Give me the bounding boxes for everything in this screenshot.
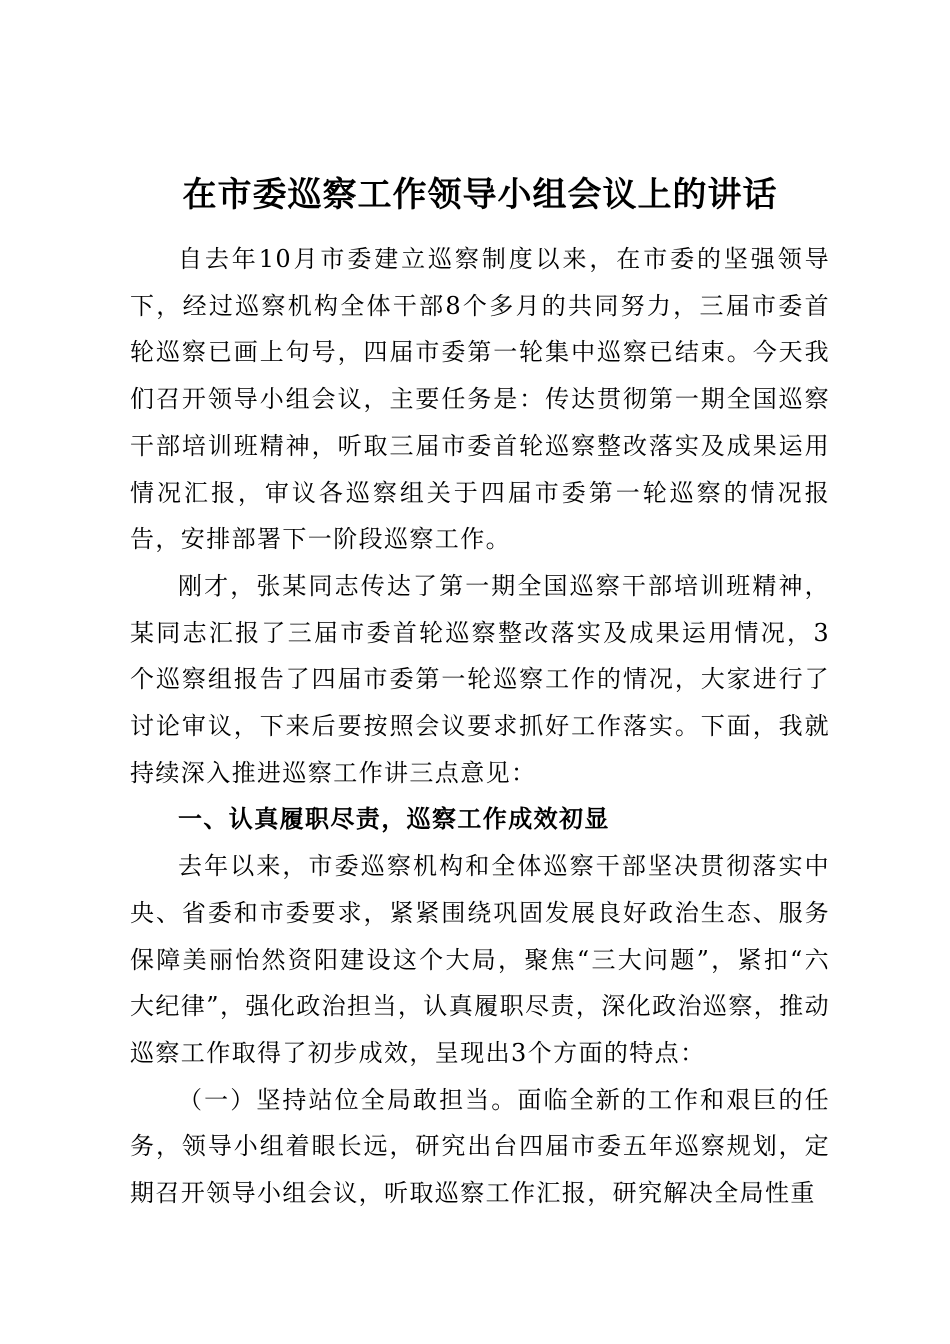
section-paragraph: 去年以来，市委巡察机构和全体巡察干部坚决贯彻落实中央、省委和市委要求，紧紧围绕巩固发展良好政治生态、服务保障美丽怡然资阳建设这个大局，聚焦“三大问题”，紧扣“六大纪律”，强化政治担当，认真履职尽责，深化政治巡察，推动巡察工作取得了初步成效，呈现出3个方面的特点： [130,852,830,1067]
section-heading: 一、认真履职尽责，巡察工作成效初显 [178,805,610,834]
subsection-paragraph [130,1077,830,1217]
subsection-heading: （一）坚持站位全局敢担当。 [178,1085,518,1114]
document-title: 在市委巡察工作领导小组会议上的讲话 [182,175,778,215]
summary-paragraph: 刚才，张某同志传达了第一期全国巡察干部培训班精神，某同志汇报了三届市委首轮巡察整改落实及成果运用情况，3个巡察组报告了四届市委第一轮巡察工作的情况，大家进行了讨论审议，下来后要按照会议要求抓好工作落实。下面，我就持续深入推进巡察工作讲三点意见： [130,571,830,787]
intro-paragraph: 自去年10月市委建立巡察制度以来，在市委的坚强领导下，经过巡察机构全体干部8个多月的共同努力，三届市委首轮巡察已画上句号，四届市委第一轮集中巡察已结束。今天我们召开领导小组会议，主要任务是：传达贯彻第一期全国巡察干部培训班精神，听取三届市委首轮巡察整改落实及成果运用情况汇报，审议各巡察组关于四届市委第一轮巡察的情况报告，安排部署下一阶段巡察工作。 [130,245,830,554]
document-body [130,236,830,1217]
subsection-text: 面临全新的工作和艰巨的任务，领导小组着眼长远，研究出台四届市委五年巡察规划，定期召开领导小组会议，听取巡察工作汇报，研究解决全局性重 [130,1085,830,1208]
